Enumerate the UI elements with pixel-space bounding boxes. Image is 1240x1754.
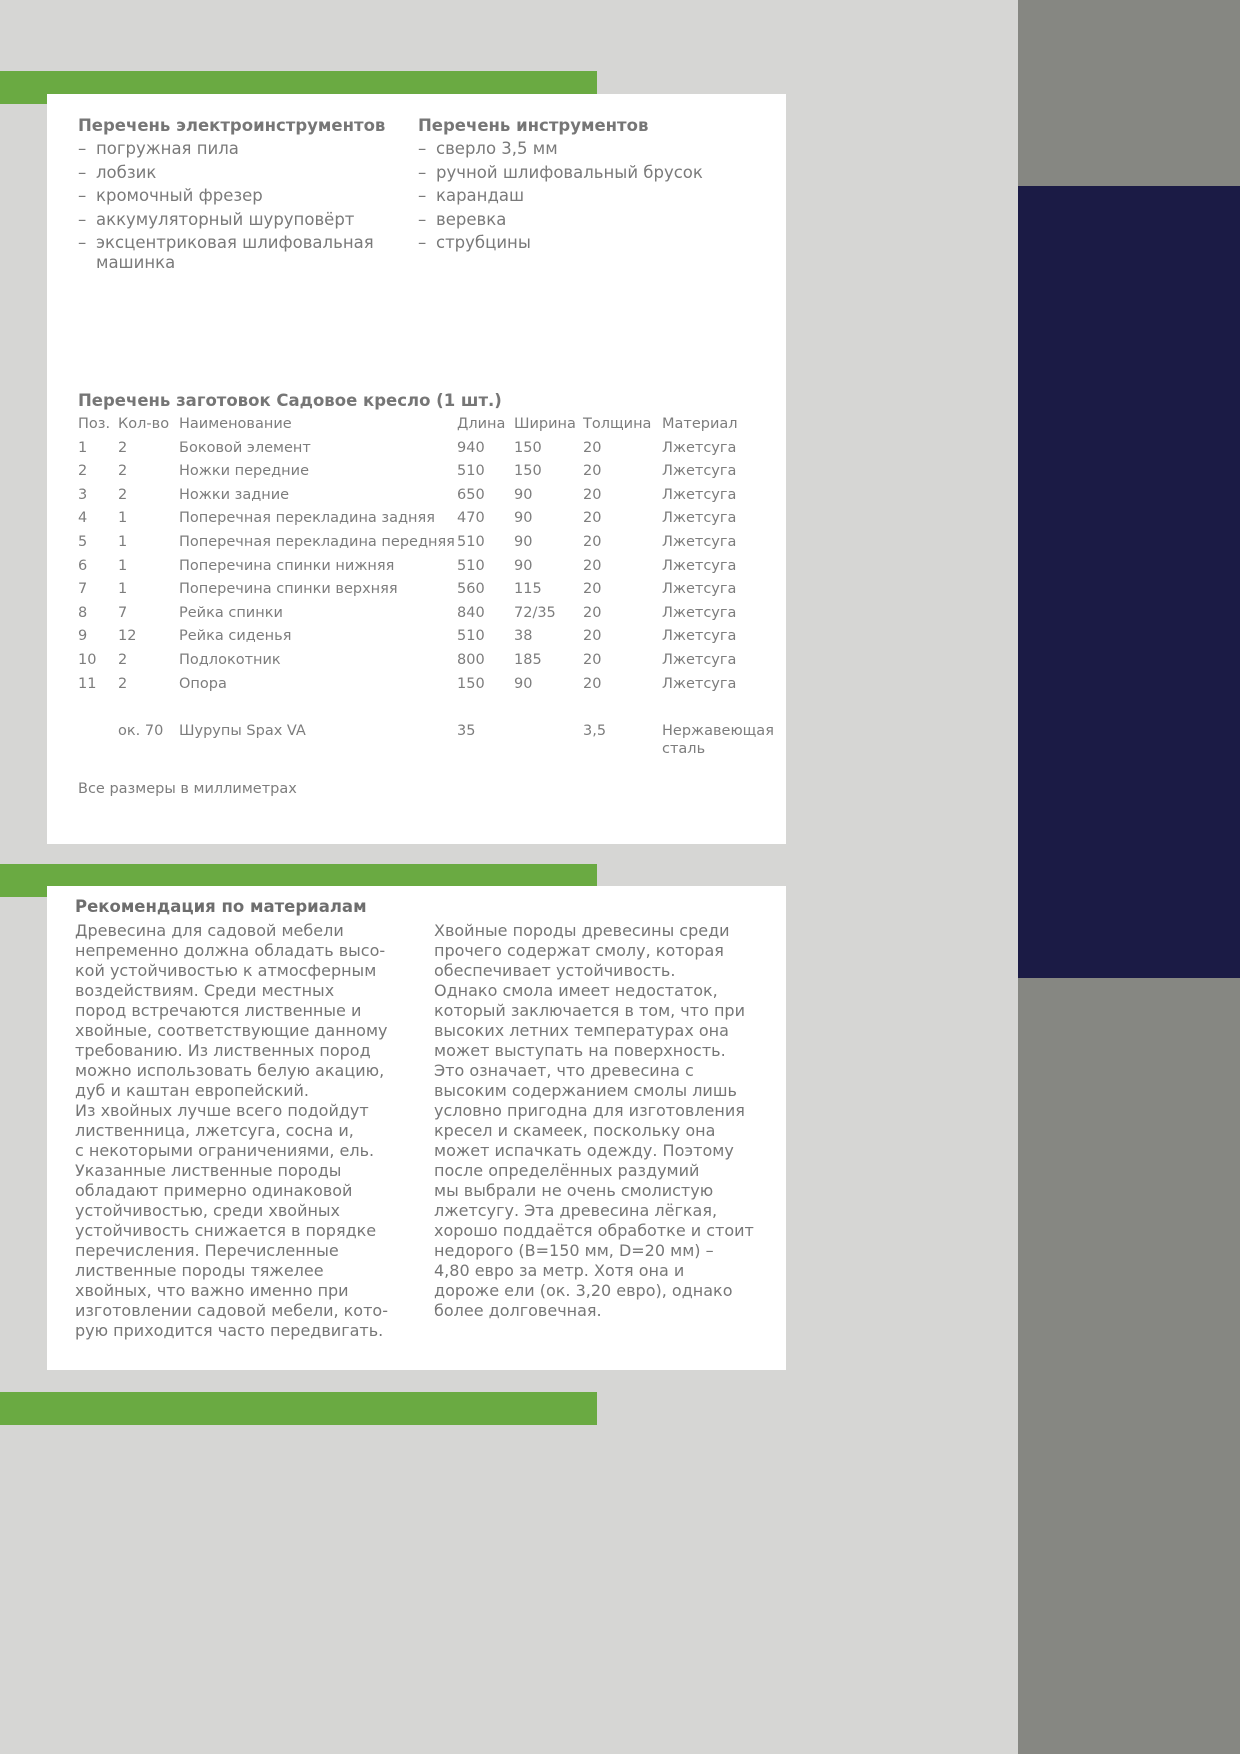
cell-length: 510 [457,628,485,645]
cell-name: Опора [179,675,227,692]
cell-width: 150 [514,439,542,456]
cell-thickness: 20 [583,486,602,503]
cell-pos: 3 [78,486,88,503]
cell-pos: 10 [78,651,97,668]
list-item: – ручной шлифовальный брусок [418,161,758,185]
column-header-material: Материал [662,416,738,432]
cell-qty: 1 [118,510,128,527]
column-header-width: Ширина [514,416,576,432]
side-navy-block [1018,186,1240,978]
cell-material: Лжетсуга [662,628,737,645]
cell-qty: 2 [118,439,128,456]
cell-width: 90 [514,675,533,692]
cell-pos: 9 [78,628,88,645]
list-item: – эксцентриковая шлифовальная машинка [78,231,381,273]
cell-pos: 5 [78,533,88,550]
list-item: – веревка [418,208,758,232]
cell-material: Лжетсуга [662,486,737,503]
cell-width: 185 [514,651,542,668]
cell-width: 150 [514,463,542,480]
table-row [78,649,782,673]
recommendation-title: Рекомендация по материалам [75,897,367,916]
cell-pos: 4 [78,510,88,527]
cell-material: Лжетсуга [662,533,737,550]
cell-pos: 2 [78,463,88,480]
screws-name: Шурупы Spax VA [179,723,306,740]
cell-pos: 11 [78,675,97,692]
cell-name: Поперечная перекладина передняя [179,533,455,550]
cell-qty: 2 [118,675,128,692]
cell-length: 470 [457,510,485,527]
cell-qty: 2 [118,463,128,480]
cell-thickness: 20 [583,557,602,574]
cell-thickness: 20 [583,675,602,692]
list-item: – аккумуляторный шуруповёрт [78,208,408,232]
cell-length: 650 [457,486,485,503]
hand-tools-title: Перечень инструментов [418,116,649,135]
cell-name: Ножки задние [179,486,290,503]
cell-material: Лжетсуга [662,651,737,668]
column-header-name: Наименование [179,416,292,432]
power-tools-title: Перечень электроинструментов [78,116,386,135]
cell-material: Лжетсуга [662,557,737,574]
cell-width: 38 [514,628,533,645]
cell-length: 560 [457,581,485,598]
table-row [78,625,782,649]
cell-length: 510 [457,463,485,480]
cell-qty: 12 [118,628,137,645]
cell-thickness: 20 [583,581,602,598]
cell-name: Рейка сиденья [179,628,292,645]
list-item: – лобзик [78,161,408,185]
screws-thickness: 3,5 [583,723,607,740]
cell-length: 840 [457,604,485,621]
cell-width: 115 [514,581,542,598]
list-item: – кромочный фрезер [78,184,408,208]
cell-pos: 7 [78,581,88,598]
cell-length: 510 [457,557,485,574]
cell-name: Боковой элемент [179,439,311,456]
cell-name: Поперечина спинки нижняя [179,557,395,574]
column-header-pos: Поз. [78,416,111,432]
cell-thickness: 20 [583,604,602,621]
cell-qty: 1 [118,581,128,598]
table-row [78,507,782,531]
table-row [78,602,782,626]
table-row [78,555,782,579]
table-row [78,460,782,484]
cell-material: Лжетсуга [662,463,737,480]
cell-length: 800 [457,651,485,668]
screws-length: 35 [457,723,476,740]
cell-thickness: 20 [583,651,602,668]
cell-width: 90 [514,533,533,550]
cell-length: 510 [457,533,485,550]
table-row [78,437,782,461]
cell-length: 940 [457,439,485,456]
table-row [78,578,782,602]
parts-title: Перечень заготовок Садовое кресло (1 шт.) [78,391,502,410]
cell-material: Лжетсуга [662,439,737,456]
cell-thickness: 20 [583,439,602,456]
cell-material: Лжетсуга [662,510,737,527]
power-tools-list [78,115,408,273]
cell-pos: 1 [78,439,88,456]
cell-qty: 2 [118,651,128,668]
list-item: – погружная пила [78,137,408,161]
cell-thickness: 20 [583,533,602,550]
cell-name: Поперечина спинки верхняя [179,581,398,598]
column-header-length: Длина [457,416,506,432]
cell-width: 90 [514,486,533,503]
cell-thickness: 20 [583,628,602,645]
cell-length: 150 [457,675,485,692]
cell-qty: 7 [118,604,128,621]
cell-material: Лжетсуга [662,675,737,692]
cell-name: Поперечная перекладина задняя [179,510,435,527]
recommendation-text-right: Хвойные породы древесины среди прочего содержат смолу, которая обеспечивает устойчивость. Однако смола имеет недостаток, который заключается в том, что при высоких летних температурах она может выступать на поверхность. Это означает, что древесина с высоким содержанием смолы лишь условно пригодна для изготовления кресел и скамеек, поскольку она может испачкать одежду. Поэтому после определённых раздумий мы выбрали не очень смолистую лжетсугу. Эта древесина лёгкая, хорошо поддаётся обработке и стоит недорого (B=150 мм, D=20 мм) – 4,80 евро за метр. Хотя она и дороже ели (ок. 3,20 евро), однако более долговечная. [434,921,754,1320]
column-header-qty: Кол-во [118,416,170,432]
cell-qty: 2 [118,486,128,503]
table-row [78,673,782,697]
parts-table [78,413,782,758]
screws-material: Нержавеющая сталь [662,723,774,758]
cell-pos: 8 [78,604,88,621]
cell-thickness: 20 [583,510,602,527]
cell-name: Подлокотник [179,651,281,668]
cell-qty: 1 [118,533,128,550]
cell-name: Ножки передние [179,463,310,480]
list-item: – карандаш [418,184,758,208]
column-header-thickness: Толщина [583,416,652,432]
table-row [78,484,782,508]
list-item: – струбцины [418,231,758,255]
list-item: – сверло 3,5 мм [418,137,758,161]
recommendation-text-left: Древесина для садовой мебели непременно должна обладать высо- кой устойчивостью к атмосферным воздействиям. Среди местных пород встречаются лиственные и хвойные, соответствующие данному требованию. Из лиственных пород можно использовать белую акацию, дуб и каштан европейский. Из хвойных лучше всего подойдут лиственница, лжетсуга, сосна и, с некоторыми ограничениями, ель. Указанные лиственные породы обладают примерно одинаковой устойчивостью, среди хвойных устойчивость снижается в порядке перечисления. Перечисленные лиственные породы тяжелее хвойных, что важно именно при изготовлении садовой мебели, кото- рую приходится часто передвигать. [75,921,388,1340]
cell-width: 72/35 [514,604,556,621]
cell-name: Рейка спинки [179,604,283,621]
cell-material: Лжетсуга [662,581,737,598]
dimensions-footnote: Все размеры в миллиметрах [78,781,297,797]
screws-qty: ок. 70 [118,723,164,740]
table-row [78,531,782,555]
table-header-row [78,413,782,437]
cell-pos: 6 [78,557,88,574]
green-accent-bar-bottom [0,1392,597,1425]
cell-width: 90 [514,557,533,574]
hand-tools-list [418,115,758,255]
cell-thickness: 20 [583,463,602,480]
cell-material: Лжетсуга [662,604,737,621]
cell-width: 90 [514,510,533,527]
screws-row [78,719,782,758]
cell-qty: 1 [118,557,128,574]
